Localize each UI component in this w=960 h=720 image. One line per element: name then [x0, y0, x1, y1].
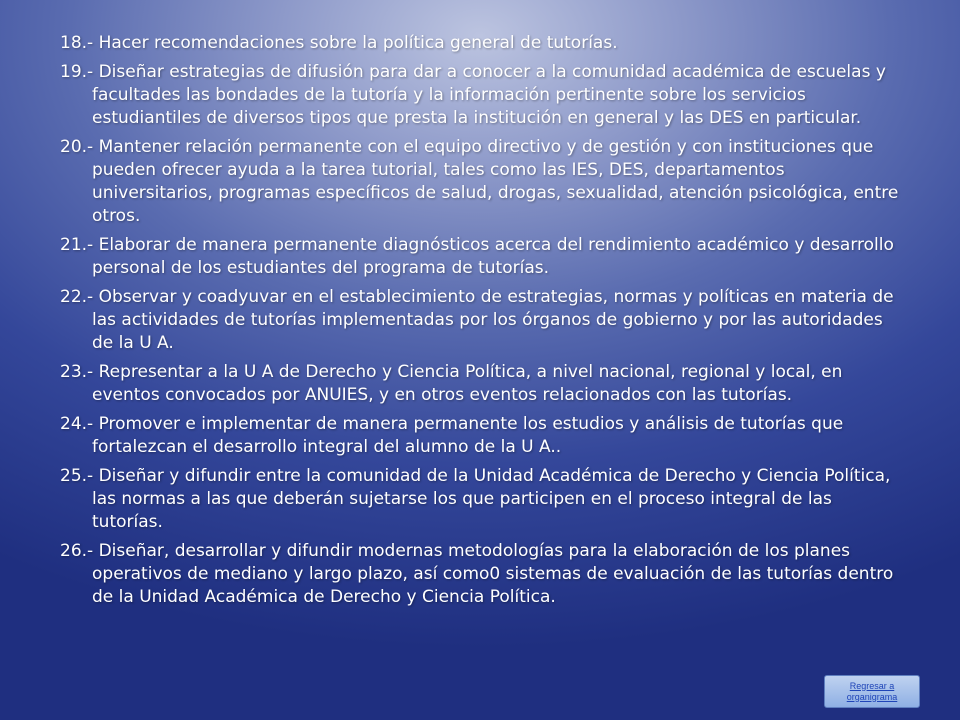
list-item: 23.- Representar a la U A de Derecho y Ciencia Política, a nivel nacional, regional y local, en eventos convocados por ANUIES, y en otros eventos relacionados con las tutorías. [60, 362, 843, 405]
list-item: 20.- Mantener relación permanente con el equipo directivo y de gestión y con instituciones que pueden ofrecer ayuda a la tarea tutorial, tales como las IES, DES, departamentos universitarios, programas específicos de salud, drogas, sexualidad, atención psicológica, entre otros. [60, 137, 899, 226]
list-item: 25.- Diseñar y difundir entre la comunidad de la Unidad Académica de Derecho y Ciencia Política, las normas a las que deberán sujetarse los que participen en el proceso integral de las tutorías. [60, 466, 891, 532]
responsibilities-list [60, 32, 900, 615]
list-item: 24.- Promover e implementar de manera permanente los estudios y análisis de tutorías que fortalezcan el desarrollo integral del alumno de la U A.. [60, 414, 844, 457]
list-item: 26.- Diseñar, desarrollar y difundir modernas metodologías para la elaboración de los planes operativos de mediano y largo plazo, así como0 sistemas de evaluación de las tutorías dentro de la Unidad Académica de Derecho y Ciencia Política. [60, 541, 894, 607]
back-to-org-chart-button[interactable]: Regresar a organigrama [824, 675, 920, 708]
list-item: 18.- Hacer recomendaciones sobre la política general de tutorías. [60, 33, 618, 53]
list-item: 22.- Observar y coadyuvar en el establecimiento de estrategias, normas y políticas en materia de las actividades de tutorías implementadas por los órganos de gobierno y por las autoridades de la U A. [60, 287, 894, 353]
list-item: 21.- Elaborar de manera permanente diagnósticos acerca del rendimiento académico y desarrollo personal de los estudiantes del programa de tutorías. [60, 235, 894, 278]
list-item: 19.- Diseñar estrategias de difusión para dar a conocer a la comunidad académica de escuelas y facultades las bondades de la tutoría y la información pertinente sobre los servicios estudiantiles de diversos tipos que presta la institución en general y las DES en particular. [60, 62, 886, 128]
